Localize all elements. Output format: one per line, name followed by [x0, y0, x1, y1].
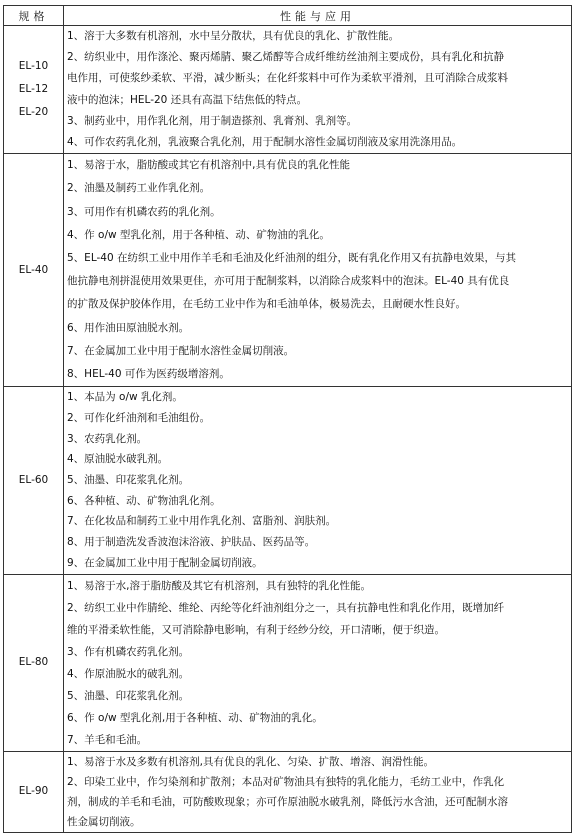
usage-cell [64, 26, 572, 154]
header-usage: 性能与应用 [64, 6, 572, 26]
usage-line: 1、溶于大多数有机溶剂，水中呈分散状，具有优良的乳化、扩散性能。 [67, 30, 400, 42]
table-row [4, 154, 572, 387]
usage-line: 电作用，可使浆纱柔软、平滑，减少断头；在化纤浆料中可作为柔软平滑剂，且可消除合成浆料 [67, 72, 508, 85]
usage-line: 剂，制成的羊毛和毛油，可防酸败现象；亦可作原油脱水破乳剂，降低污水含油，还可配制水溶 [67, 795, 508, 808]
usage-line: 7、在化妆品和制药工业中用作乳化剂、富脂剂、润肤剂。 [67, 515, 337, 528]
usage-line: 他抗静电剂拼混使用效果更佳，亦可用于配制浆料，以消除合成浆料中的泡沫。EL-40 具有优良 [67, 275, 510, 288]
usage-line: 5、油墨、印花浆乳化剂。 [67, 474, 190, 487]
table-row [4, 26, 572, 154]
usage-cell [64, 387, 572, 574]
table-row [4, 751, 572, 833]
spec-cell [4, 387, 64, 574]
usage-line: 2、可作化纤油剂和毛油组份。 [67, 411, 211, 424]
spec-label: EL-40 [18, 263, 49, 276]
usage-line: 5、油墨、印花浆乳化剂。 [67, 689, 190, 702]
usage-cell [64, 751, 572, 833]
usage-line: 性金属切削液。 [67, 816, 141, 829]
usage-line: 液中的泡沫；HEL-20 还具有高温下结焦低的特点。 [67, 93, 308, 106]
usage-line: 8、HEL-40 可作为医药级增溶剂。 [67, 368, 230, 381]
usage-line: 6、各种植、动、矿物油乳化剂。 [67, 494, 221, 507]
usage-line: 4、作 o/w 型乳化剂，用于各种植、动、矿物油的乳化。 [67, 228, 330, 241]
spec-label: EL-12 [18, 83, 49, 96]
usage-line: 7、在金属加工业中用于配制水溶性金属切削液。 [67, 344, 295, 357]
usage-line: 1、本品为 o/w 乳化剂。 [67, 391, 183, 404]
header-row [4, 6, 572, 26]
usage-line: 3、农药乳化剂。 [67, 432, 148, 445]
usage-line: 4、原油脱水破乳剂。 [67, 453, 169, 466]
spec-cell [4, 154, 64, 387]
usage-line: 1、易溶于水及多数有机溶剂,具有优良的乳化、匀染、扩散、增溶、润滑性能。 [67, 755, 435, 768]
usage-line: 4、可作农药乳化剂，乳液聚合乳化剂，用于配制水溶性金属切削液及家用洗涤用品。 [67, 136, 463, 149]
usage-line: 6、作 o/w 型乳化剂,用于各种植、动、矿物油的乳化。 [67, 711, 323, 724]
header-spec: 规格 [4, 6, 64, 26]
spec-label: EL-80 [18, 656, 49, 669]
usage-line: 维的平滑柔软性能，又可消除静电影响，有利于经纱分绞，开口清晰，便于织造。 [67, 623, 445, 636]
usage-line: 的扩散及保护胶体作用，在毛纺工业中作为和毛油单体，极易洗去，且耐硬水性良好。 [67, 298, 466, 311]
usage-line: 2、纺织业中，用作涤沦、聚丙烯腈、聚乙烯醇等合成纤维纺丝油剂主要成份，具有乳化和抗静 [67, 51, 505, 64]
usage-line: 6、用作油田原油脱水剂。 [67, 321, 190, 334]
spec-label: EL-60 [18, 473, 49, 486]
spec-cell [4, 751, 64, 833]
usage-line: 8、用于制造洗发香波泡沫浴液、护肤品、医药品等。 [67, 536, 316, 549]
spec-label: EL-90 [18, 785, 49, 798]
usage-line: 4、作原油脱水的破乳剂。 [67, 667, 190, 680]
spec-cell [4, 574, 64, 751]
usage-line: 1、易溶于水,溶于脂肪酸及其它有机溶剂，具有独特的乳化性能。 [67, 579, 372, 592]
usage-line: 2、印染工业中，作匀染剂和扩散剂；本品对矿物油具有独特的乳化能力，毛纺工业中，作乳化 [67, 775, 505, 788]
spec-cell [4, 26, 64, 154]
usage-line: 7、羊毛和毛油。 [67, 733, 148, 746]
usage-line: 2、纺织工业中作腈纶、维纶、丙纶等化纤油剂组分之一，具有抗静电性和乳化作用，既增加纤 [67, 601, 505, 614]
usage-line: 9、在金属加工业中用于配制金属切削液。 [67, 556, 263, 569]
usage-line: 3、制药业中，用作乳化剂，用于制造搽剂、乳膏剂、乳剂等。 [67, 114, 358, 127]
usage-line: 5、EL-40 在纺织工业中用作羊毛和毛油及化纤油剂的组分，既有乳化作用又有抗静电效果，与其 [67, 252, 516, 265]
table-row [4, 574, 572, 751]
usage-line: 2、油墨及制药工业作乳化剂。 [67, 182, 211, 195]
usage-cell [64, 154, 572, 387]
spec-table [3, 5, 572, 833]
usage-cell [64, 574, 572, 751]
table-row [4, 387, 572, 574]
usage-line: 3、作有机磷农药乳化剂。 [67, 645, 190, 658]
spec-label: EL-10 [18, 60, 49, 73]
table-body [4, 26, 572, 833]
spec-label: EL-20 [18, 106, 49, 119]
usage-line: 1、易溶于水，脂肪酸或其它有机溶剂中,具有优良的乳化性能 [67, 159, 351, 172]
usage-line: 3、可用作有机磷农药的乳化剂。 [67, 205, 221, 218]
